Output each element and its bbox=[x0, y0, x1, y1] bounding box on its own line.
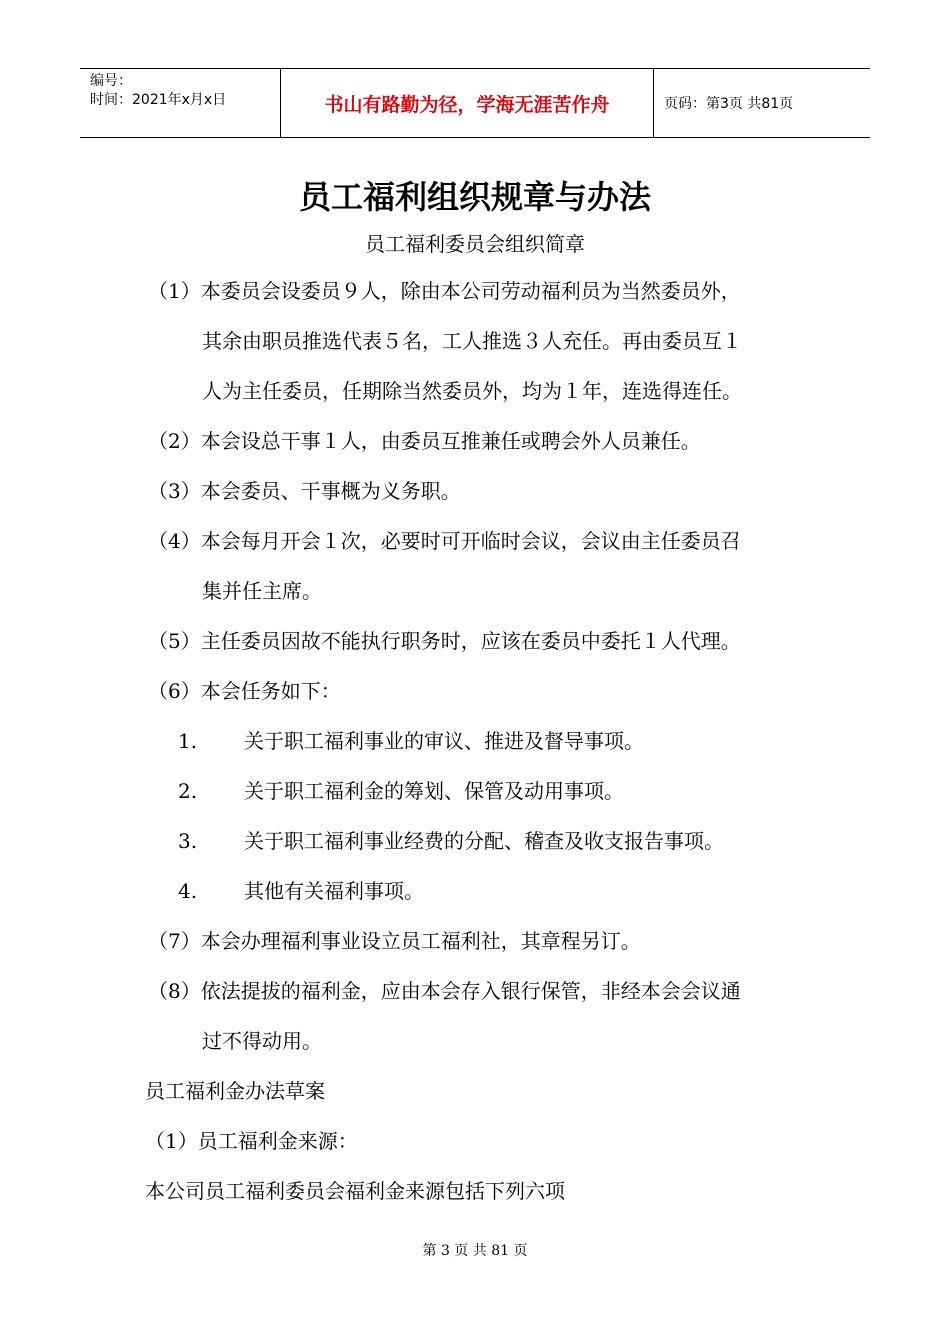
item-2-line-1: （2）本会设总干事１人，由委员互推兼任或聘会外人员兼任。 bbox=[148, 429, 701, 453]
item-8-line-2: 过不得动用。 bbox=[202, 1029, 322, 1053]
header-page-info: 页码：第3页 共81页 bbox=[664, 96, 794, 112]
item-3-line-1: （3）本会委员、干事概为义务职。 bbox=[148, 479, 461, 503]
task-1-text: 关于职工福利事业的审议、推进及督导事项。 bbox=[244, 729, 644, 753]
task-2-number: 2. bbox=[178, 779, 198, 803]
item-4-line-1: （4）本会每月开会１次，必要时可开临时会议，会议由主任委员召 bbox=[148, 529, 741, 553]
task-3-number: 3. bbox=[178, 829, 198, 853]
document-title: 员工福利组织规章与办法 bbox=[298, 178, 651, 216]
section-2-item-1: （1）员工福利金来源： bbox=[145, 1129, 358, 1153]
item-1-line-3: 人为主任委员，任期除当然委员外，均为１年，连选得连任。 bbox=[202, 379, 742, 403]
task-4-text: 其他有关福利事项。 bbox=[244, 879, 424, 903]
header-motto: 书山有路勤为径，学海无涯苦作舟 bbox=[281, 69, 654, 137]
task-3-text: 关于职工福利事业经费的分配、稽查及收支报告事项。 bbox=[244, 829, 724, 853]
item-6-line-1: （6）本会任务如下： bbox=[148, 679, 341, 703]
item-5-line-1: （5）主任委员因故不能执行职务时，应该在委员中委托１人代理。 bbox=[148, 629, 741, 653]
item-4-line-2: 集并任主席。 bbox=[202, 579, 322, 603]
date-label: 时间：2021年x月x日 bbox=[90, 92, 227, 108]
section-2-title: 员工福利金办法草案 bbox=[145, 1079, 325, 1103]
number-label: 编号： bbox=[90, 73, 132, 89]
item-1-line-2: 其余由职员推选代表５名，工人推选３人充任。再由委员互１ bbox=[202, 329, 742, 353]
item-8-line-1: （8）依法提拔的福利金，应由本会存入银行保管，非经本会会议通 bbox=[148, 979, 741, 1003]
page-footer: 第 3 页 共 81 页 bbox=[422, 1243, 528, 1259]
item-1-line-1: （1）本委员会设委员９人，除由本公司劳动福利员为当然委员外， bbox=[148, 279, 741, 303]
header-left-cell bbox=[80, 69, 281, 137]
section-2-text: 本公司员工福利委员会福利金来源包括下列六项 bbox=[145, 1179, 565, 1203]
document-subtitle: 员工福利委员会组织简章 bbox=[365, 232, 585, 256]
task-4-number: 4. bbox=[178, 879, 198, 903]
item-7-line-1: （7）本会办理福利事业设立员工福利社，其章程另订。 bbox=[148, 929, 641, 953]
task-1-number: 1. bbox=[178, 729, 198, 753]
task-2-text: 关于职工福利金的筹划、保管及动用事项。 bbox=[244, 779, 624, 803]
page-header bbox=[80, 68, 870, 138]
